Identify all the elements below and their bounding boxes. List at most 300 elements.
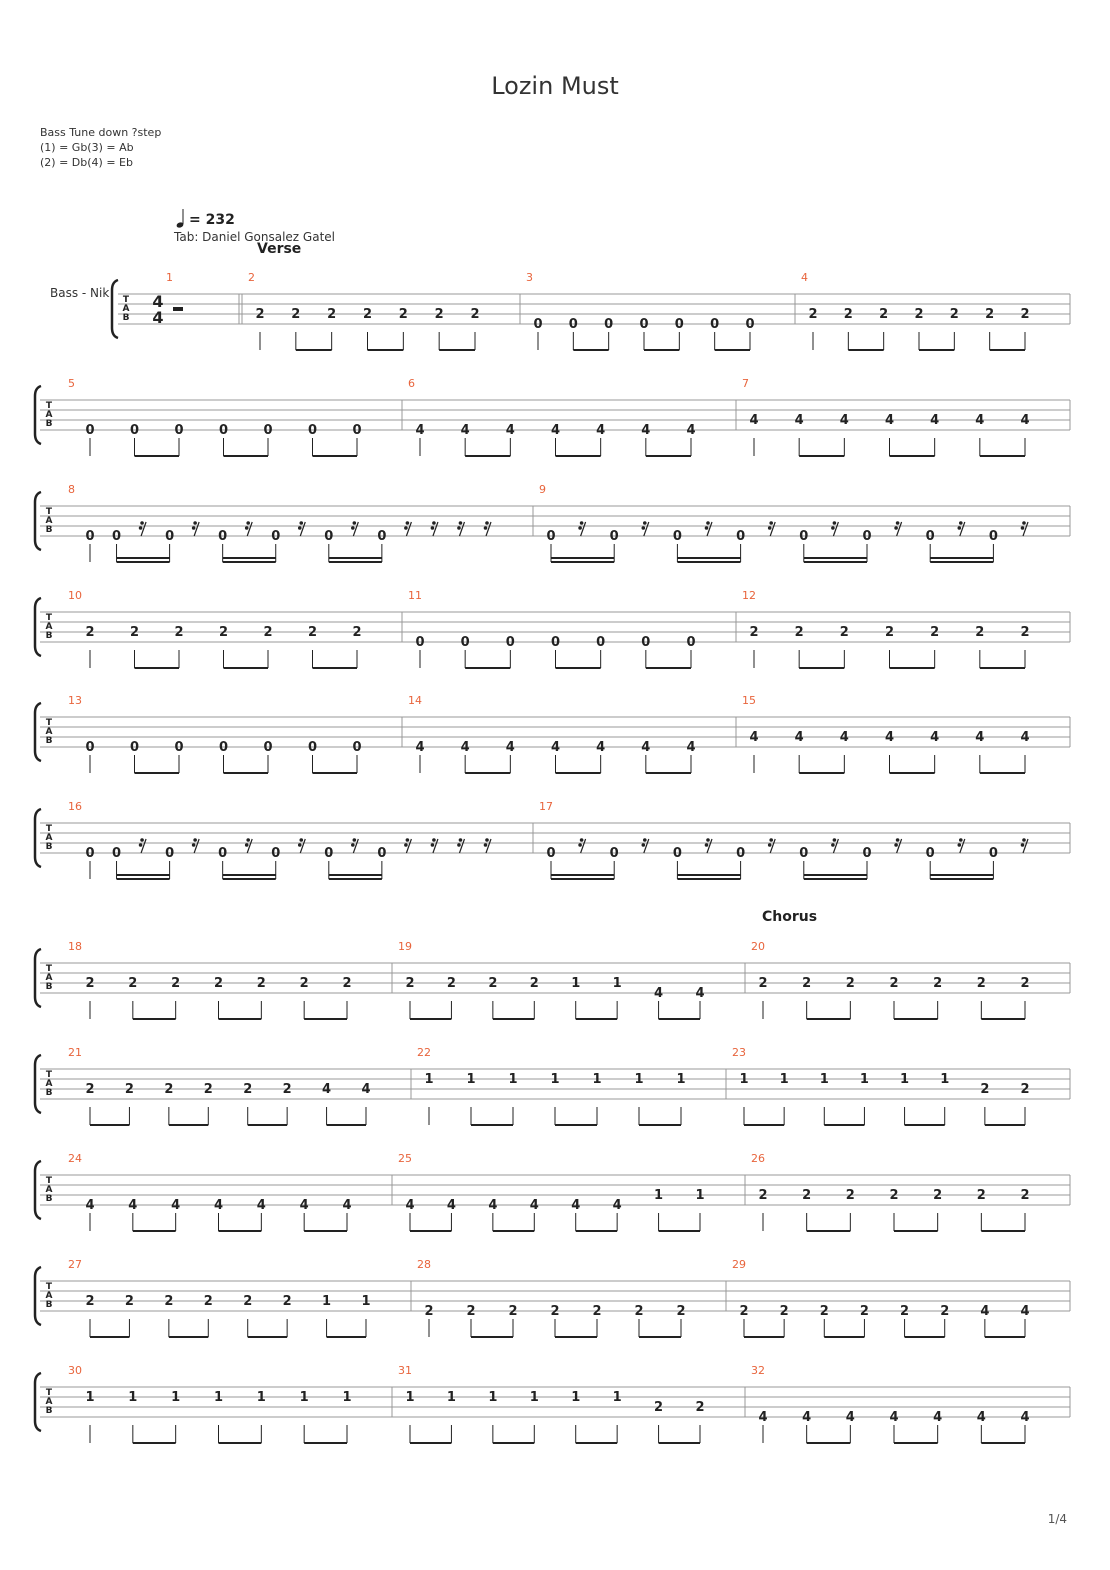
beam [744,1336,784,1338]
time-signature-bottom: 4 [152,308,164,327]
fret-number: 0 [988,846,998,861]
fret-number: 2 [976,1188,986,1203]
rest-dot [431,843,435,847]
fret-number: 4 [975,730,985,745]
fret-number: 2 [739,1304,749,1319]
rest-dot [351,843,355,847]
beam [117,874,170,876]
fret-number: 2 [434,307,444,322]
fret-number: 1 [634,1072,644,1087]
beam [930,878,993,880]
beam [894,1442,938,1444]
sixteenth-rest-icon [457,838,464,853]
fret-number: 0 [533,317,543,332]
beam [555,1336,597,1338]
tab-system [35,1258,1070,1338]
rest-dot [769,521,773,525]
beam [551,557,614,559]
fret-number: 2 [128,976,138,991]
measure-number: 1 [166,271,173,284]
rest-dot [298,526,302,530]
rest-dot [140,521,144,525]
fret-number: 0 [218,846,228,861]
rest-dot [896,838,900,842]
beam [223,561,276,563]
beam [715,349,750,351]
system-bracket [35,703,41,761]
fret-number: 2 [164,1082,174,1097]
beam [677,561,740,563]
beam [824,1336,864,1338]
beam [471,1124,513,1126]
beam [117,557,170,559]
beam [133,1018,176,1020]
fret-number: 1 [592,1072,602,1087]
beam [981,1442,1025,1444]
beam [224,772,269,774]
fret-number: 0 [674,317,684,332]
beam [327,1124,366,1126]
rest-dot [958,843,962,847]
fret-number: 2 [879,307,889,322]
fret-number: 0 [165,529,175,544]
fret-number: 4 [1020,413,1030,428]
sixteenth-rest-icon [139,838,146,853]
beam [799,667,844,669]
fret-number: 0 [550,635,561,650]
beam [304,1018,347,1020]
rest-dot [404,843,408,847]
fret-number: 4 [933,1410,943,1425]
fret-number: 2 [171,976,181,991]
fret-number: 4 [128,1198,138,1213]
fret-number: 0 [307,740,318,755]
rest-dot [959,521,963,525]
tab-system [35,694,1070,774]
time-signature-top: 4 [152,292,164,311]
tuning-line-2: (2) = Db(4) = Eb [40,156,133,169]
beam [368,349,404,351]
measure-number: 32 [751,1364,765,1377]
fret-number: 1 [571,1390,581,1405]
tab-clef-letter: B [45,631,53,641]
rest-dot [245,526,249,530]
beam [644,349,679,351]
fret-number: 0 [568,317,578,332]
fret-number: 1 [466,1072,476,1087]
fret-number: 0 [415,635,425,650]
beam [807,1442,851,1444]
beam [329,874,382,876]
system-bracket [35,386,41,444]
fret-number: 2 [282,1294,292,1309]
fret-number: 0 [546,529,556,544]
beam [659,1018,700,1020]
measure-number: 19 [398,940,412,953]
fret-number: 2 [1020,976,1030,991]
sixteenth-rest-icon [192,838,199,853]
tab-system [35,1152,1070,1232]
fret-number: 0 [165,846,175,861]
rest-dot [406,521,410,525]
fret-number: 2 [203,1082,213,1097]
beam [133,1230,176,1232]
rest-dot [193,521,197,525]
beam [296,349,332,351]
fret-number: 0 [174,423,184,438]
fret-number: 1 [488,1390,498,1405]
fret-number: 2 [529,976,539,991]
fret-number: 2 [900,1304,910,1319]
fret-number: 1 [342,1390,352,1405]
fret-number: 1 [676,1072,686,1087]
rest-dot [580,521,584,525]
beam [410,1442,451,1444]
fret-number: 4 [654,986,664,1001]
measure-number: 4 [801,271,808,284]
beam [410,1018,451,1020]
fret-number: 2 [975,625,985,640]
fret-number: 0 [85,846,95,861]
beam [471,1336,513,1338]
fret-number: 0 [377,529,387,544]
fret-number: 2 [85,1082,95,1097]
fret-number: 2 [466,1304,476,1319]
measure-number: 27 [68,1258,82,1271]
measure-number: 31 [398,1364,412,1377]
fret-number: 4 [550,423,561,438]
tuning-header: Bass Tune down ?step [40,126,162,139]
tab-clef-letter: T [45,401,53,411]
sixteenth-rest-icon [351,521,358,536]
sixteenth-rest-icon [139,521,146,536]
beam [117,561,170,563]
fret-number: 2 [884,625,895,640]
beam [799,455,844,457]
sixteenth-rest-icon [245,838,252,853]
fret-number: 4 [794,413,804,428]
fret-number: 2 [203,1294,213,1309]
fret-number: 0 [271,529,281,544]
rest-dot [896,521,900,525]
tab-system [35,1046,1070,1126]
fret-number: 2 [255,307,265,322]
fret-number: 0 [307,423,318,438]
sixteenth-rest-icon [705,521,712,536]
beam [493,1018,534,1020]
fret-number: 2 [282,1082,292,1097]
beam [556,455,601,457]
fret-number: 2 [85,1294,95,1309]
fret-number: 4 [975,413,985,428]
rest-dot [1021,843,1025,847]
beam [646,455,691,457]
sixteenth-rest-icon [351,838,358,853]
fret-number: 0 [174,740,184,755]
rest-dot [578,843,582,847]
rest-dot [404,526,408,530]
beam [576,1018,617,1020]
fret-number: 1 [695,1188,705,1203]
sixteenth-rest-icon [831,838,838,853]
beam [248,1336,287,1338]
fret-number: 2 [654,1400,664,1415]
tab-clef-letter: A [45,516,53,526]
tab-clef-letter: T [45,613,53,623]
beam [905,1336,945,1338]
beam [556,772,601,774]
fret-number: 0 [112,846,122,861]
fret-number: 4 [596,423,606,438]
fret-number: 0 [377,846,387,861]
rest-dot [768,843,772,847]
fret-number: 2 [889,1188,899,1203]
measure-number: 16 [68,800,82,813]
fret-number: 4 [415,423,425,438]
fret-number: 1 [900,1072,910,1087]
fret-number: 2 [933,1188,943,1203]
fret-number: 0 [672,529,682,544]
beam [804,557,867,559]
beam [804,878,867,880]
rest-dot [299,838,303,842]
fret-number: 0 [263,423,273,438]
sixteenth-rest-icon [578,838,585,853]
sixteenth-rest-icon [1021,521,1028,536]
beam [807,1230,851,1232]
sixteenth-rest-icon [404,838,411,853]
fret-number: 4 [529,1198,539,1213]
fret-number: 2 [1020,1082,1030,1097]
beam [985,1124,1025,1126]
fret-number: 0 [736,846,746,861]
fret-number: 2 [980,1082,990,1097]
beam [313,772,358,774]
fret-number: 4 [571,1198,581,1213]
beam [677,557,740,559]
fret-number: 4 [213,1198,224,1213]
fret-number: 1 [859,1072,869,1087]
beam [890,667,935,669]
system-bracket [35,1373,41,1431]
fret-number: 4 [1020,1304,1030,1319]
fret-number: 4 [839,730,849,745]
beam [930,557,993,559]
beam [677,878,740,880]
measure-number: 24 [68,1152,82,1165]
measure-number: 13 [68,694,82,707]
fret-number: 2 [129,625,140,640]
beam [439,349,475,351]
fret-number: 4 [505,740,515,755]
fret-number: 2 [405,976,415,991]
beam [465,772,510,774]
beam [248,1124,287,1126]
rest-dot [706,521,710,525]
tab-clef-letter: B [45,982,53,992]
fret-number: 0 [460,635,470,650]
beam [894,1230,938,1232]
measure-number: 11 [408,589,422,602]
fret-number: 4 [596,740,606,755]
rest-dot [833,521,837,525]
beam [493,1230,534,1232]
tab-clef-letter: B [122,313,130,323]
fret-number: 1 [85,1390,95,1405]
fret-number: 1 [529,1390,539,1405]
beam [493,1442,534,1444]
tab-clef-letter: A [45,727,53,737]
rest-dot [353,521,357,525]
rest-dot [139,843,143,847]
fret-number: 2 [352,625,362,640]
tab-clef-letter: A [45,973,53,983]
fret-number: 0 [352,423,362,438]
measure-number: 6 [408,377,415,390]
beam [677,874,740,876]
fret-number: 4 [884,413,895,428]
fret-number: 2 [218,625,229,640]
tab-clef-letter: A [45,410,53,420]
rest-dot [958,526,962,530]
sixteenth-rest-icon [894,521,901,536]
sixteenth-rest-icon [894,838,901,853]
fret-number: 4 [976,1410,986,1425]
fret-number: 4 [930,413,940,428]
fret-number: 4 [460,423,470,438]
fret-number: 4 [686,740,696,755]
fret-number: 0 [988,529,998,544]
beam [555,1124,597,1126]
system-bracket [35,1055,41,1113]
tab-clef-letter: B [45,1194,53,1204]
tab-clef-letter: A [45,1291,53,1301]
rest-dot [299,521,303,525]
beam [576,1230,617,1232]
beam [551,874,614,876]
sixteenth-rest-icon [831,521,838,536]
system-bracket [35,1267,41,1325]
rest-dot [894,843,898,847]
fret-number: 1 [128,1390,138,1405]
beam [990,349,1025,351]
fret-number: 1 [739,1072,749,1087]
system-bracket [35,492,41,550]
rest-dot [706,838,710,842]
beam [981,1018,1025,1020]
beam [556,667,601,669]
sixteenth-rest-icon [958,838,965,853]
fret-number: 2 [695,1400,705,1415]
fret-number: 0 [129,423,140,438]
fret-number: 2 [845,1188,855,1203]
fret-number: 2 [802,976,812,991]
beam [223,874,276,876]
tab-clef-letter: B [45,1300,53,1310]
beam [573,349,608,351]
tab-clef-letter: A [122,304,130,314]
rest-dot [431,526,435,530]
measure-number: 7 [742,377,749,390]
sixteenth-rest-icon [578,521,585,536]
beam [223,878,276,880]
tab-system [35,940,1070,1020]
rest-dot [246,521,250,525]
tab-clef-letter: B [45,419,53,429]
sixteenth-rest-icon [404,521,411,536]
sixteenth-rest-icon [768,838,775,853]
fret-number: 0 [85,740,95,755]
system-bracket [35,1161,41,1219]
fret-number: 4 [612,1198,622,1213]
measure-number: 3 [526,271,533,284]
rest-dot [833,838,837,842]
sixteenth-rest-icon [705,838,712,853]
fret-number: 2 [85,625,95,640]
beam [327,1336,366,1338]
beam [135,667,180,669]
tab-clef-letter: B [45,1406,53,1416]
measure-number: 12 [742,589,756,602]
beam [981,1230,1025,1232]
fret-number: 0 [324,529,334,544]
fret-number: 2 [843,307,853,322]
fret-number: 0 [925,846,935,861]
fret-number: 0 [925,529,935,544]
fret-number: 2 [470,307,480,322]
fret-number: 4 [839,413,849,428]
measure-number: 15 [742,694,756,707]
rest-dot [246,838,250,842]
fret-number: 4 [695,986,705,1001]
fret-number: 4 [845,1410,855,1425]
beam [919,349,954,351]
fret-number: 4 [884,730,895,745]
sixteenth-rest-icon [245,521,252,536]
fret-number: 0 [799,529,809,544]
rest-dot [643,521,647,525]
whole-rest [173,307,183,311]
tab-system [35,589,1070,669]
beam [90,1336,129,1338]
tab-clef-letter: T [45,718,53,728]
fret-number: 0 [85,423,95,438]
section-label-chorus: Chorus [762,909,818,925]
fret-number: 4 [686,423,696,438]
measure-number: 17 [539,800,553,813]
rest-dot [769,838,773,842]
rest-dot [459,838,463,842]
tab-clef-letter: A [45,1079,53,1089]
beam [848,349,883,351]
rest-dot [1022,521,1026,525]
tab-clef-letter: T [45,1388,53,1398]
beam [930,561,993,563]
fret-number: 4 [299,1198,309,1213]
rest-dot [580,838,584,842]
tab-clef-letter: B [45,842,53,852]
fret-number: 2 [779,1304,789,1319]
fret-number: 1 [361,1294,371,1309]
fret-number: 0 [596,635,606,650]
rest-dot [959,838,963,842]
sixteenth-rest-icon [1021,838,1028,853]
rest-dot [298,843,302,847]
fret-number: 2 [634,1304,644,1319]
measure-number: 5 [68,377,75,390]
tempo-value: = 232 [189,212,235,228]
rest-dot [351,526,355,530]
